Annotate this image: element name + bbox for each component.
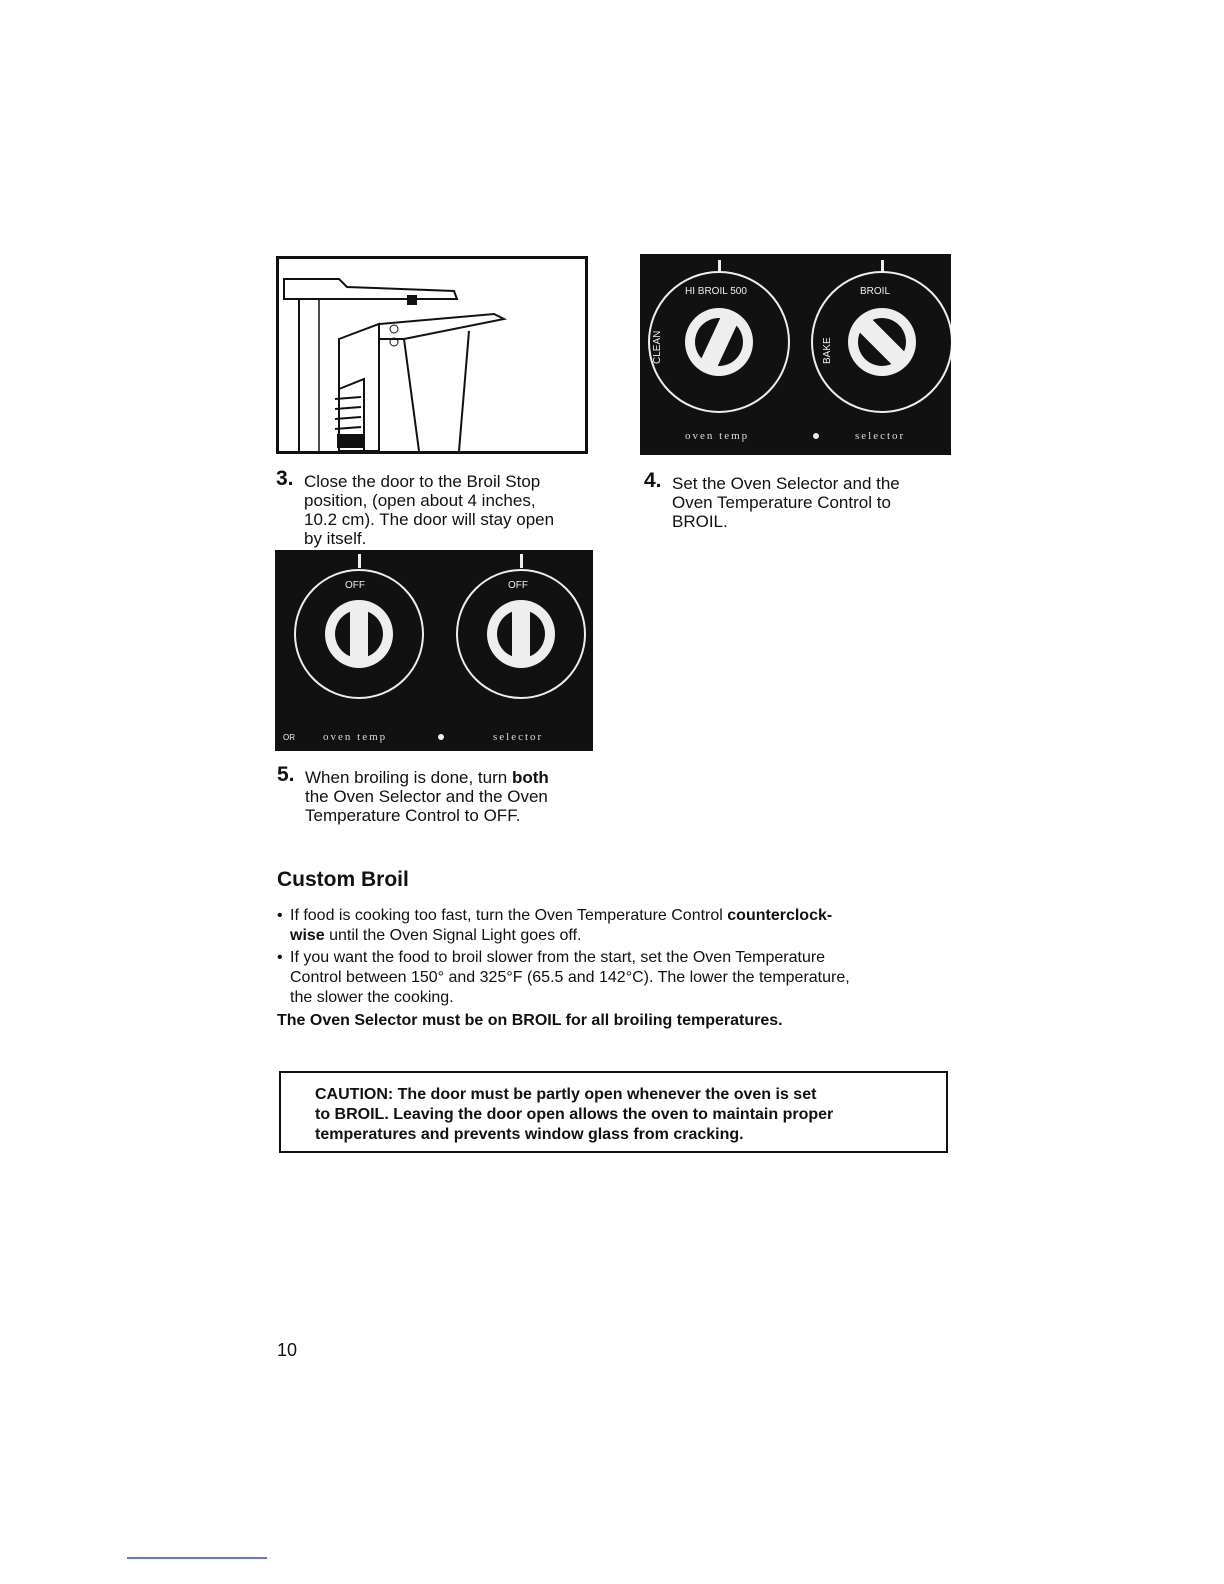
selector-label: selector — [855, 430, 906, 442]
footer-rule — [127, 1557, 267, 1559]
oven-temp-label: oven temp — [685, 430, 750, 442]
bullet-text: If you want the food to broil slower from the start, set the Oven Temperature Control between 150° and 325°F (65.5 and 142°C). The lower the temperature, the slower the cooking. — [290, 949, 850, 1006]
control-panel-broil-illustration — [640, 254, 951, 455]
bullet-item — [277, 948, 947, 1010]
svg-text:BROIL: BROIL — [860, 286, 891, 297]
caution-box — [279, 1071, 948, 1153]
broil-note: The Oven Selector must be on BROIL for all broiling temperatures. — [277, 1012, 783, 1029]
selector-label: selector — [493, 731, 544, 743]
step-number: 5. — [277, 763, 295, 786]
page-number: 10 — [277, 1340, 298, 1360]
step-text: Set the Oven Selector and the Oven Temperature Control to BROIL. — [672, 474, 900, 531]
step-text: Close the door to the Broil Stop position, (open about 4 inches, 10.2 cm). The door will stay open by itself. — [304, 472, 555, 548]
step-4 — [644, 469, 964, 534]
step-text: When broiling is done, turn both the Oven Selector and the Oven Temperature Control to OFF. — [305, 768, 549, 825]
svg-text:CLEAN: CLEAN — [652, 330, 663, 364]
step-number: 3. — [276, 467, 294, 490]
svg-text:HI BROIL 500: HI BROIL 500 — [685, 286, 747, 297]
section-heading: Custom Broil — [277, 868, 409, 891]
bullet-dot: • — [277, 907, 283, 924]
bullet-item — [277, 906, 937, 948]
caution-text: CAUTION: The door must be partly open whenever the oven is set to BROIL. Leaving the door open allows the oven to maintain proper temperatures and prevents window glass from cracking. — [315, 1086, 834, 1143]
svg-text:OFF: OFF — [508, 580, 528, 591]
step-3 — [276, 467, 596, 552]
bullet-text: If food is cooking too fast, turn the Oven Temperature Control counterclock- wise until the Oven Signal Light goes off. — [290, 907, 833, 944]
svg-text:BAKE: BAKE — [822, 337, 833, 364]
corner-label: OR — [283, 733, 295, 742]
oven-temp-label: oven temp — [323, 731, 388, 743]
step-number: 4. — [644, 469, 662, 492]
bullet-dot: • — [277, 949, 283, 966]
door-broil-stop-illustration — [276, 256, 588, 454]
control-panel-off-illustration — [275, 550, 593, 751]
svg-text:OFF: OFF — [345, 580, 365, 591]
step-5 — [277, 763, 597, 828]
